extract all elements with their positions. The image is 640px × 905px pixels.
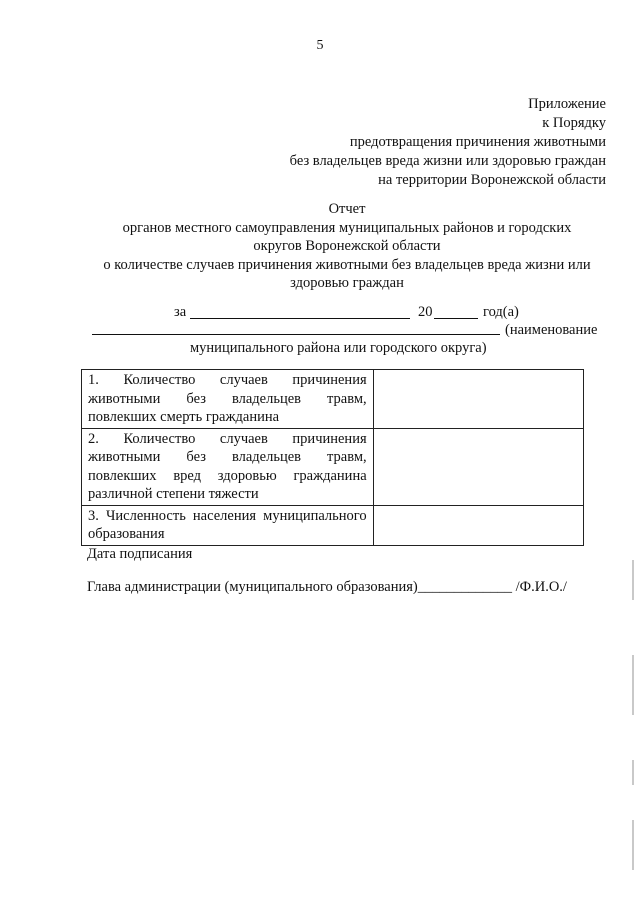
signature-blank[interactable]: _____________ [417, 579, 512, 595]
title-line: здоровью граждан [290, 275, 404, 291]
row-value-cell[interactable] [373, 505, 583, 545]
appendix-line: Приложение [528, 96, 606, 112]
row-label-text: 3. Численность населения муниципального образования [88, 507, 367, 542]
title-line: Отчет [328, 201, 366, 217]
scan-edge-marks [632, 560, 638, 880]
table-row [82, 370, 584, 429]
municipality-blank[interactable] [92, 334, 500, 335]
period-prefix: за [174, 304, 187, 320]
signature-date-label: Дата подписания [87, 546, 193, 562]
row-label [82, 505, 374, 545]
appendix-line: на территории Воронежской области [378, 172, 606, 188]
row-value-cell[interactable] [373, 428, 583, 505]
table-row [82, 428, 584, 505]
title-line: о количестве случаев причинения животными без владельцев вреда жизни или [103, 256, 591, 273]
table-row [82, 505, 584, 545]
row-label-text: 1. Количество случаев причинения животными без владельцев травм, повлекших смерть гражданина [88, 372, 367, 425]
appendix-line: без владельцев вреда жизни или здоровью граждан [289, 153, 606, 169]
row-label [82, 370, 374, 429]
report-table [81, 369, 584, 546]
fio-label: /Ф.И.О./ [515, 579, 567, 595]
row-label [82, 428, 374, 505]
page-number: 5 [316, 38, 324, 53]
period-year-prefix: 20 [418, 304, 433, 320]
row-value-cell[interactable] [373, 370, 583, 429]
municipality-label-start: (наименование [505, 322, 598, 338]
appendix-line: к Порядку [542, 115, 606, 131]
period-blank[interactable] [190, 318, 410, 319]
title-line: округов Воронежской области [253, 238, 441, 254]
head-label: Глава администрации (муниципального образования) [87, 579, 418, 595]
head-signature-line [87, 579, 567, 596]
report-title [80, 200, 614, 293]
appendix-block [290, 95, 606, 190]
period-suffix: год(а) [483, 304, 519, 320]
row-label-text: 2. Количество случаев причинения животными без владельцев травм, повлекших вред здоровью гражданина различной степени тяжести [88, 430, 367, 502]
title-line: органов местного самоуправления муниципальных районов и городских [122, 219, 572, 236]
appendix-line: предотвращения причинения животными [349, 134, 606, 150]
year-blank[interactable] [434, 318, 478, 319]
municipality-label-end: муниципального района или городского округа) [190, 340, 487, 356]
